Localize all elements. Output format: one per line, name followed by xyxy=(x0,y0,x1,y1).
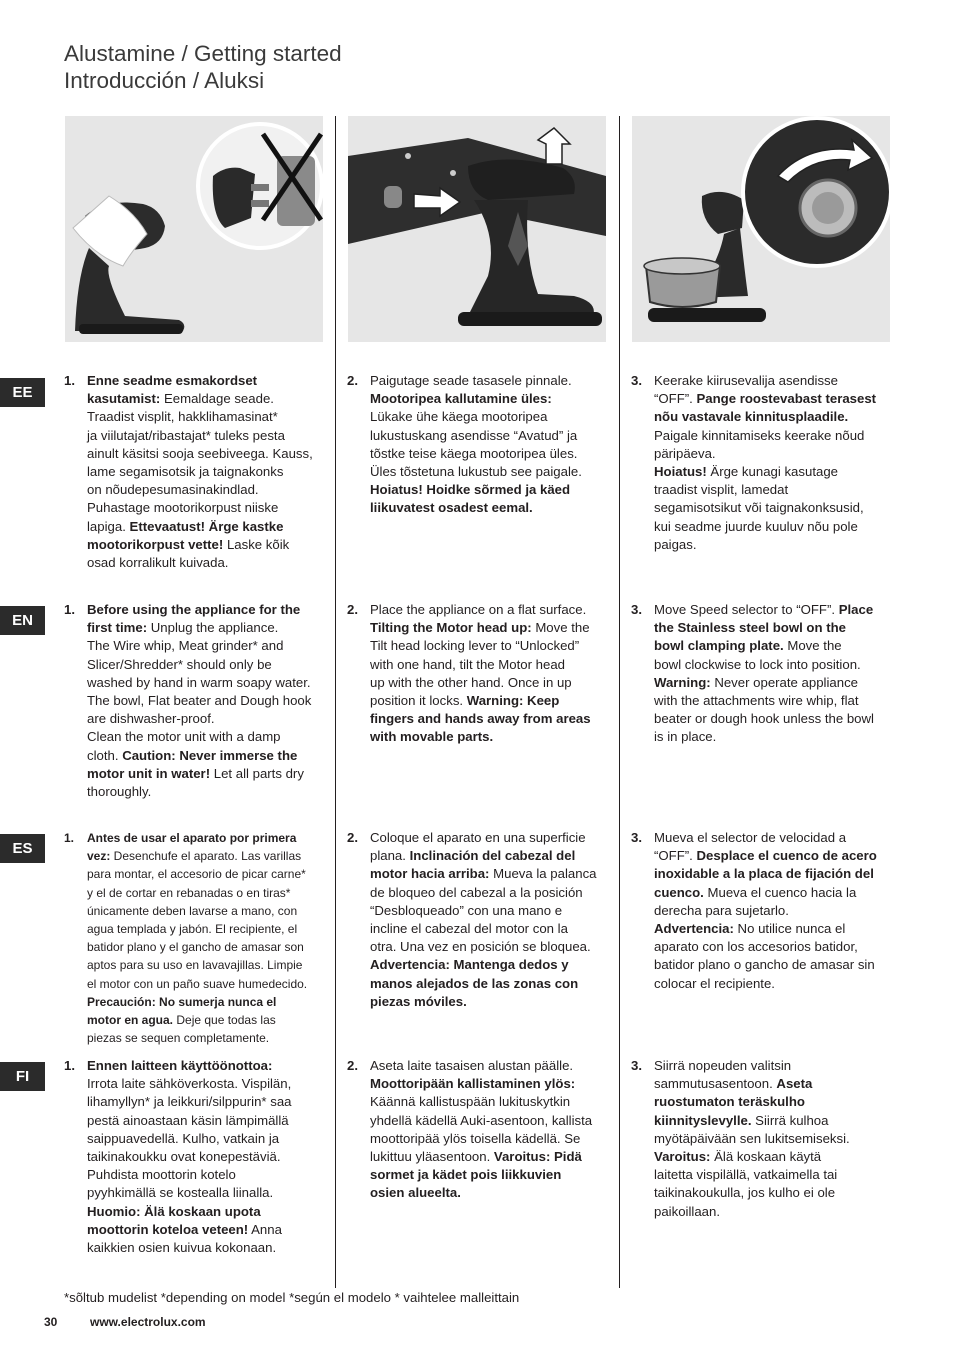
step-line xyxy=(87,847,307,865)
step-line xyxy=(654,656,874,674)
step-plain-text: para montar, el accesorio de picar carne* xyxy=(87,867,306,882)
column-divider-2 xyxy=(619,116,620,1288)
step-bold-text: Place xyxy=(838,602,874,617)
figure-unplug-cleaning xyxy=(65,116,323,342)
step-plain-text: Move the xyxy=(783,638,842,654)
step-line xyxy=(87,427,313,445)
step-line xyxy=(654,865,877,883)
figure-lock-bowl xyxy=(632,116,890,342)
step-line xyxy=(370,1093,592,1111)
step-line xyxy=(87,710,311,728)
step-line xyxy=(370,975,597,993)
step-bold-text: Hoiatus! Hoidke sõrmed ja käed xyxy=(370,482,571,498)
step-plain-text: colocar el recipiente. xyxy=(654,975,775,991)
step-plain-text: Deje que todas las xyxy=(173,1013,276,1028)
step-plain-text: osad korralikult kuivada. xyxy=(87,555,229,571)
step-line xyxy=(654,710,874,728)
step-line xyxy=(87,920,307,938)
step-plain-text: traadist visplit, lamedat xyxy=(654,482,789,498)
step-plain-text: thoroughly. xyxy=(87,784,152,800)
step-line xyxy=(370,1130,592,1148)
step-number: 2. xyxy=(347,602,358,617)
step-bold-text: liikuvatest osadest eemal. xyxy=(370,500,533,516)
step-line xyxy=(654,637,874,655)
step-plain-text: Tilt head locking lever to “Unlocked” xyxy=(370,638,580,654)
step-number: 3. xyxy=(631,373,642,388)
step-plain-text: batidor plano o gancho de amasar sin xyxy=(654,957,875,973)
step-plain-text: de bloqueo del cabezal a la posición xyxy=(370,884,583,900)
step-bold-text: Before using the appliance for the xyxy=(87,602,301,617)
step-plain-text: Ärge kunagi kasutage xyxy=(706,464,838,480)
step-text xyxy=(370,601,591,747)
step-bold-text: Desplace el cuenco de acero xyxy=(696,848,877,864)
step-number: 1. xyxy=(64,373,75,388)
step-line xyxy=(370,1184,592,1202)
step-line xyxy=(654,692,874,710)
step-bold-text: mootorikorpust vette! xyxy=(87,536,224,552)
step-bold-text: Antes de usar el aparato por primera xyxy=(87,831,297,845)
unplug-cleaning-illustration xyxy=(65,116,323,342)
step-line xyxy=(370,1057,592,1075)
language-tab-fi: FI xyxy=(0,1062,45,1091)
step-bold-text: with movable parts. xyxy=(370,729,494,745)
step-plain-text: batidor plano y el gancho de amasar son xyxy=(87,940,304,955)
step-text xyxy=(87,601,311,801)
step-line xyxy=(87,956,307,974)
step-plain-text: Mueva el selector de velocidad a xyxy=(654,830,847,845)
step-bold-text: vez: xyxy=(87,849,111,864)
step-bold-text: Warning: Keep xyxy=(466,693,560,709)
step-plain-text: derecha para sujetarlo. xyxy=(654,902,789,918)
step-plain-text: Never operate appliance xyxy=(710,674,859,690)
step-line xyxy=(87,656,311,674)
step-line xyxy=(87,728,311,746)
step-line xyxy=(87,518,313,536)
step-plain-text: Aseta laite tasaisen alustan päälle. xyxy=(370,1058,574,1073)
step-line xyxy=(87,692,311,710)
step-line xyxy=(654,619,874,637)
step-number: 3. xyxy=(631,602,642,617)
step-text xyxy=(654,1057,850,1221)
step-plain-text: bowl clockwise to lock into position. xyxy=(654,656,861,672)
step-plain-text: moottoripää ylös toisella kädellä. Se xyxy=(370,1130,581,1146)
step-plain-text: washed by hand in warm soapy water. xyxy=(87,674,311,690)
step-plain-text: plana. xyxy=(370,848,410,864)
step-plain-text: lame segamisotsik ja taignakonks xyxy=(87,464,284,480)
step-bold-text: cuenco. xyxy=(654,884,704,900)
step-plain-text: pestä ainoastaan käsin lämpimällä xyxy=(87,1112,289,1128)
step-bold-text: inoxidable a la placa de fijación del xyxy=(654,866,874,882)
step-line xyxy=(370,1112,592,1130)
step-plain-text: otra. Una vez en posición se bloquea. xyxy=(370,939,591,955)
step-line xyxy=(370,619,591,637)
step-bold-text: Tilting the Motor head up: xyxy=(370,620,532,636)
step-line xyxy=(370,884,597,902)
step-line xyxy=(370,956,597,974)
step-bold-text: first time: xyxy=(87,620,148,636)
step-line xyxy=(370,481,582,499)
step-line xyxy=(370,390,582,408)
step-line xyxy=(87,619,311,637)
step-text xyxy=(87,372,313,572)
step-line xyxy=(370,463,582,481)
step-line xyxy=(654,1130,850,1148)
step-plain-text: Paigutage seade tasasele pinnale. xyxy=(370,373,572,388)
step-bold-text: Advertencia: xyxy=(654,921,734,937)
step-line xyxy=(370,372,582,390)
step-line xyxy=(654,445,876,463)
step-bold-text: nõu vastavale kinnitusplaadile. xyxy=(654,409,849,425)
step-line xyxy=(370,710,591,728)
page-number: 30 xyxy=(44,1315,58,1329)
step-line xyxy=(87,1148,292,1166)
step-bold-text: piezas móviles. xyxy=(370,993,467,1009)
step-line xyxy=(654,884,877,902)
step-plain-text: Coloque el aparato en una superficie xyxy=(370,830,586,845)
step-line xyxy=(654,463,876,481)
step-plain-text: taikinakoukku ovat konepestäviä. xyxy=(87,1149,281,1165)
step-bold-text: Huomio: Älä koskaan upota xyxy=(87,1203,261,1219)
step-bold-text: Aseta xyxy=(776,1076,813,1092)
step-line xyxy=(87,1184,292,1202)
step-line xyxy=(654,1184,850,1202)
page-title xyxy=(64,40,342,94)
step-line xyxy=(370,1075,592,1093)
step-plain-text: “OFF”. xyxy=(654,848,697,864)
step-plain-text: myötäpäivään sen lukitsemiseksi. xyxy=(654,1130,850,1146)
step-line xyxy=(87,1203,292,1221)
step-line xyxy=(87,1221,292,1239)
step-line xyxy=(654,408,876,426)
step-plain-text: Unplug the appliance. xyxy=(147,620,279,636)
step-bold-text: manos alejados de las zonas con xyxy=(370,975,579,991)
step-plain-text: aparato con los accesorios batidor, xyxy=(654,939,858,955)
step-plain-text: Desenchufe el aparato. Las varillas xyxy=(110,849,302,864)
step-line xyxy=(370,993,597,1011)
step-plain-text: beater or dough hook unless the bowl xyxy=(654,711,874,727)
step-plain-text: agua templada y jabón. El recipiente, el xyxy=(87,922,298,937)
step-plain-text: Siirrä kulhoa xyxy=(751,1112,829,1128)
step-bold-text: kasutamist: xyxy=(87,391,161,407)
step-plain-text: segamisotsikut või taignakonksusid, xyxy=(654,500,864,516)
step-plain-text: el motor con un paño suave humedecido. xyxy=(87,976,308,991)
title-line-1: Alustamine / Getting started xyxy=(64,41,342,66)
step-plain-text: saippuavedellä. Kulho, vatkain ja xyxy=(87,1130,280,1146)
step-line xyxy=(370,656,591,674)
step-text xyxy=(370,372,582,518)
step-line xyxy=(87,938,307,956)
step-plain-text: Siirrä nopeuden valitsin xyxy=(654,1058,792,1073)
step-line xyxy=(370,674,591,692)
step-plain-text: ja viilutajat/ribastajat* tuleks pesta xyxy=(87,427,285,443)
step-plain-text: kaikkien osien kuivua kokonaan. xyxy=(87,1240,277,1256)
step-bold-text: Caution: Never immerse the xyxy=(122,747,298,763)
step-line xyxy=(654,920,877,938)
step-plain-text: paikoillaan. xyxy=(654,1203,720,1219)
step-plain-text: Irrota laite sähköverkosta. Vispilän, xyxy=(87,1076,292,1092)
step-number: 1. xyxy=(64,1058,75,1073)
title-line-2: Introducción / Aluksi xyxy=(64,68,265,93)
step-bold-text: Moottoripään kallistaminen ylös: xyxy=(370,1076,576,1092)
step-line xyxy=(87,829,307,847)
step-plain-text: Älä koskaan käytä xyxy=(710,1149,822,1165)
step-line xyxy=(370,920,597,938)
step-bold-text: Enne seadme esmakordset xyxy=(87,373,258,388)
step-bold-text: Warning: xyxy=(654,674,711,690)
step-bold-text: Mootoripea kallutamine üles: xyxy=(370,391,552,407)
step-plain-text: y el de cortar en rebanadas o en tiras* xyxy=(87,885,291,900)
step-line xyxy=(370,408,582,426)
step-line xyxy=(87,554,313,572)
step-line xyxy=(654,481,876,499)
step-line xyxy=(654,1057,850,1075)
step-plain-text: paigas. xyxy=(654,536,697,552)
language-tab-en: EN xyxy=(0,606,45,635)
step-text xyxy=(87,1057,292,1257)
step-line xyxy=(654,975,877,993)
step-line xyxy=(87,408,313,426)
step-plain-text: Käännä kallistuspään lukituskytkin xyxy=(370,1094,571,1110)
step-plain-text: The bowl, Flat beater and Dough hook xyxy=(87,693,312,709)
step-line xyxy=(654,601,874,619)
step-plain-text: lapiga. xyxy=(87,518,130,534)
step-plain-text: Laske kõik xyxy=(223,536,290,552)
step-plain-text: lukittuu yläasentoon. xyxy=(370,1149,494,1165)
step-line xyxy=(654,1112,850,1130)
step-line xyxy=(87,884,307,902)
step-line xyxy=(654,1093,850,1111)
step-number: 2. xyxy=(347,1058,358,1073)
step-plain-text: Place the appliance on a flat surface. xyxy=(370,602,587,617)
step-plain-text: Paigale kinnitamiseks keerake nõud xyxy=(654,427,865,443)
step-text xyxy=(654,372,876,554)
step-bold-text: motor unit in water! xyxy=(87,765,211,781)
step-plain-text: The Wire whip, Meat grinder* and xyxy=(87,638,284,654)
step-plain-text: Clean the motor unit with a damp xyxy=(87,729,281,745)
step-line xyxy=(654,499,876,517)
step-line xyxy=(87,902,307,920)
step-bold-text: Ennen laitteen käyttöönottoa: xyxy=(87,1058,273,1073)
step-text xyxy=(370,1057,592,1203)
step-bold-text: sormet ja kädet pois liikkuvien xyxy=(370,1167,562,1183)
step-line xyxy=(370,1148,592,1166)
step-line xyxy=(654,1203,850,1221)
step-bold-text: Inclinación del cabezal del xyxy=(409,848,576,864)
step-number: 3. xyxy=(631,1058,642,1073)
language-tab-es: ES xyxy=(0,834,45,863)
step-line xyxy=(87,975,307,993)
step-line xyxy=(87,601,311,619)
step-line xyxy=(87,674,311,692)
step-bold-text: motor hacia arriba: xyxy=(370,866,490,882)
lock-bowl-illustration xyxy=(632,116,890,342)
tilt-motor-head-illustration xyxy=(348,116,606,342)
step-line xyxy=(370,692,591,710)
step-plain-text: incline el cabezal del motor con la xyxy=(370,921,568,937)
step-plain-text: No utilice nunca el xyxy=(733,921,846,937)
step-line xyxy=(87,445,313,463)
step-line xyxy=(87,372,313,390)
step-line xyxy=(370,601,591,619)
step-plain-text: Move Speed selector to “OFF”. xyxy=(654,602,839,617)
step-line xyxy=(370,865,597,883)
step-bold-text: motor en agua. xyxy=(87,1013,174,1028)
step-line xyxy=(370,902,597,920)
step-line xyxy=(654,536,876,554)
step-line xyxy=(654,1148,850,1166)
step-line xyxy=(654,372,876,390)
step-line xyxy=(87,765,311,783)
step-line xyxy=(370,427,582,445)
step-bold-text: Varoitus: xyxy=(654,1149,711,1165)
step-plain-text: Puhastage mootorikorpust niiske xyxy=(87,500,279,516)
step-plain-text: lukustuskang asendisse “Avatud” ja xyxy=(370,427,578,443)
step-line xyxy=(87,865,307,883)
step-plain-text: Mueva el cuenco hacia la xyxy=(703,884,857,900)
step-plain-text: Keerake kiirusevalija asendisse xyxy=(654,373,838,388)
step-number: 3. xyxy=(631,830,642,845)
step-plain-text: cloth. xyxy=(87,747,123,763)
step-plain-text: Lükake ühe käega mootoripea xyxy=(370,409,548,425)
step-plain-text: yhdellä kädellä Auki-asentoon, kallista xyxy=(370,1112,593,1128)
step-bold-text: bowl clamping plate. xyxy=(654,638,784,654)
step-plain-text: Slicer/Shredder* should only be xyxy=(87,656,272,672)
step-plain-text: up with the other hand. Once in up xyxy=(370,674,572,690)
step-plain-text: laitetta vispilällä, vatkaimella tai xyxy=(654,1167,838,1183)
step-plain-text: taikinakoukulla, jos kulho ei ole xyxy=(654,1185,836,1201)
step-line xyxy=(87,1075,292,1093)
step-plain-text: Anna xyxy=(248,1221,282,1237)
step-number: 1. xyxy=(64,602,75,617)
step-line xyxy=(87,463,313,481)
step-plain-text: are dishwasher-proof. xyxy=(87,711,215,727)
step-line xyxy=(87,1166,292,1184)
step-number: 2. xyxy=(347,830,358,845)
step-line xyxy=(654,847,877,865)
step-line xyxy=(87,1112,292,1130)
step-plain-text: Let all parts dry xyxy=(210,765,304,781)
step-line xyxy=(87,1093,292,1111)
step-plain-text: with the attachments wire whip, flat xyxy=(654,693,859,709)
step-plain-text: position it locks. xyxy=(370,693,467,709)
step-line xyxy=(370,728,591,746)
step-line xyxy=(87,536,313,554)
step-line xyxy=(87,993,307,1011)
step-plain-text: “Desbloqueado” con una mano e xyxy=(370,902,563,918)
step-line xyxy=(654,728,874,746)
step-plain-text: Üles tõstetuna lukustub see paigale. xyxy=(370,464,582,480)
step-plain-text: päripäeva. xyxy=(654,445,716,461)
step-line xyxy=(87,747,311,765)
step-line xyxy=(654,518,876,536)
step-line xyxy=(370,637,591,655)
step-line xyxy=(87,1029,307,1047)
step-text xyxy=(654,829,877,993)
step-bold-text: Advertencia: Mantenga dedos y xyxy=(370,957,569,973)
step-plain-text: ainult käsitsi sooja seebiveega. Kauss, xyxy=(87,445,313,461)
step-plain-text: Move the xyxy=(531,620,590,636)
step-bold-text: moottorin koteloa veteen! xyxy=(87,1221,249,1237)
step-plain-text: kui seadme juurde kuuluv nõu pole xyxy=(654,518,858,534)
step-plain-text: with one hand, tilt the Motor head xyxy=(370,656,566,672)
step-line xyxy=(370,445,582,463)
step-text xyxy=(87,829,307,1047)
step-plain-text: on nõudepesumasinakindlad. xyxy=(87,482,259,498)
step-line xyxy=(654,1166,850,1184)
step-line xyxy=(87,1057,292,1075)
step-bold-text: ruostumaton teräskulho xyxy=(654,1094,805,1110)
step-plain-text: “OFF”. xyxy=(654,391,697,407)
step-text xyxy=(370,829,597,1011)
step-plain-text: aptos para su uso en lavavajillas. Limpie xyxy=(87,958,303,973)
website-link: www.electrolux.com xyxy=(90,1315,206,1329)
step-bold-text: the Stainless steel bowl on the xyxy=(654,620,846,636)
step-line xyxy=(654,390,876,408)
step-plain-text: piezas se sequen completamente. xyxy=(87,1031,270,1046)
step-line xyxy=(654,427,876,445)
step-plain-text: Mueva la palanca xyxy=(489,866,597,882)
step-bold-text: fingers and hands away from areas xyxy=(370,711,591,727)
step-bold-text: Varoitus: Pidä xyxy=(493,1149,582,1165)
model-footnote: *sõltub mudelist *depending on model *según el modelo * vaihtelee malleittain xyxy=(64,1290,520,1305)
step-bold-text: Ettevaatust! Ärge kastke xyxy=(129,518,284,534)
step-line xyxy=(654,1075,850,1093)
step-plain-text: sammutusasentoon. xyxy=(654,1076,777,1092)
step-plain-text: tõstke teise käega mootoripea üles. xyxy=(370,445,578,461)
step-bold-text: osien alueelta. xyxy=(370,1185,461,1201)
step-line xyxy=(370,499,582,517)
step-line xyxy=(654,938,877,956)
step-line xyxy=(87,1239,292,1257)
step-line xyxy=(87,783,311,801)
step-plain-text: lihamyllyn* ja leikkuri/silppurin* saa xyxy=(87,1094,292,1110)
step-bold-text: kiinnityslevylle. xyxy=(654,1112,752,1128)
step-line xyxy=(370,847,597,865)
step-line xyxy=(654,674,874,692)
step-plain-text: únicamente deben lavarse a mano, con xyxy=(87,903,298,918)
step-line xyxy=(370,1166,592,1184)
step-line xyxy=(370,938,597,956)
step-line xyxy=(654,829,877,847)
step-number: 1. xyxy=(64,831,75,845)
step-bold-text: Precaución: No sumerja nunca el xyxy=(87,994,277,1009)
step-plain-text: pyyhkimällä se kostealla liinalla. xyxy=(87,1185,274,1201)
column-divider-1 xyxy=(335,116,336,1288)
step-line xyxy=(654,902,877,920)
step-bold-text: Pange roostevabast terasest xyxy=(696,391,877,407)
step-line xyxy=(87,499,313,517)
step-plain-text: is in place. xyxy=(654,729,717,745)
step-line xyxy=(87,1130,292,1148)
step-line xyxy=(87,481,313,499)
step-number: 2. xyxy=(347,373,358,388)
step-plain-text: Traadist visplit, hakklihamasinat* xyxy=(87,409,278,425)
step-bold-text: Hoiatus! xyxy=(654,464,707,480)
figure-tilt-motor-head xyxy=(348,116,606,342)
step-line xyxy=(87,1011,307,1029)
step-line xyxy=(370,829,597,847)
step-line xyxy=(87,390,313,408)
step-text xyxy=(654,601,874,747)
step-line xyxy=(87,637,311,655)
step-plain-text: Puhdista moottorin kotelo xyxy=(87,1167,236,1183)
step-plain-text: Eemaldage seade. xyxy=(160,391,274,407)
language-tab-ee: EE xyxy=(0,378,45,407)
step-line xyxy=(654,956,877,974)
